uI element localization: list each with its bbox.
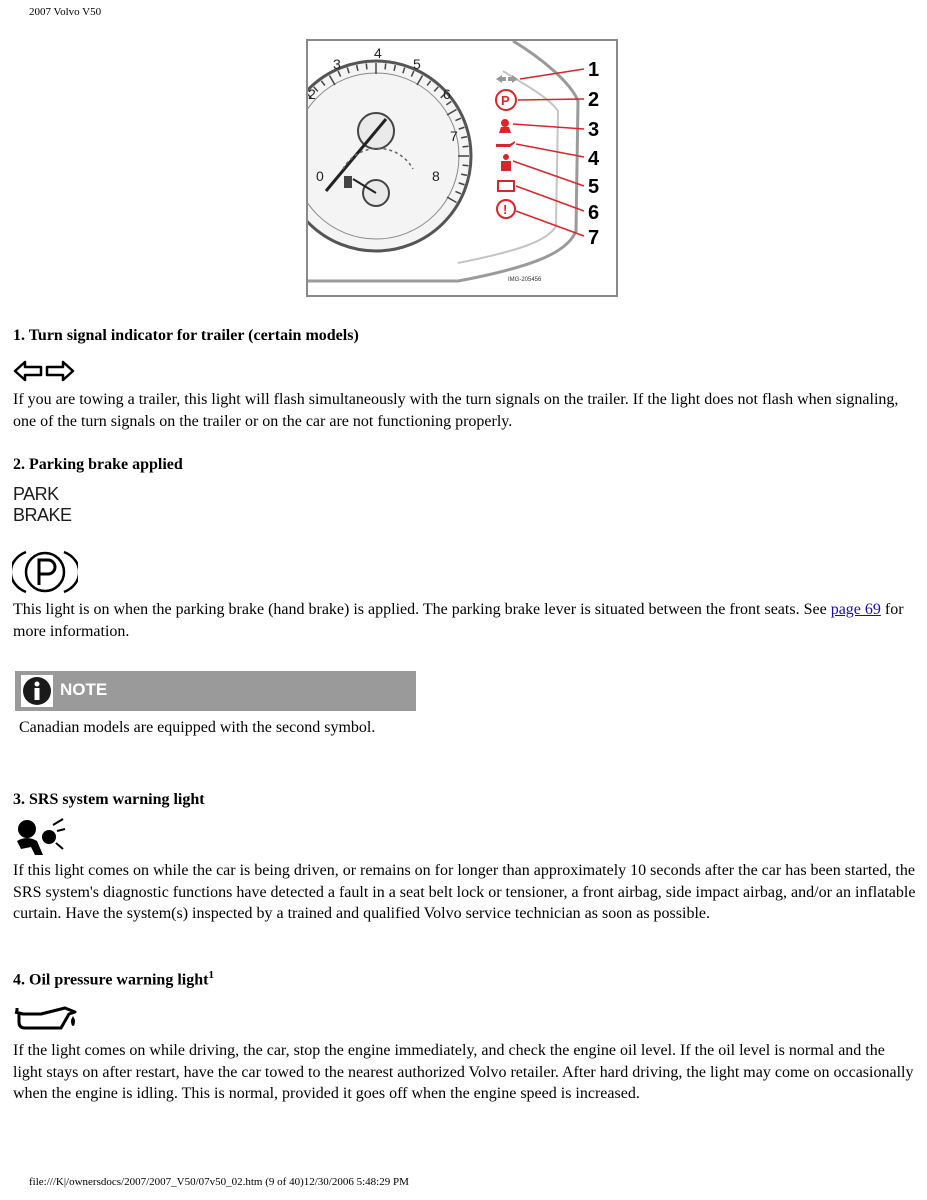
- battery-icon: [498, 181, 514, 191]
- section-4-body: If the light comes on while driving, the car, stop the engine immediately, and check the engine oil level. If the oil level is normal and the light stays on after restart, have the car towed to the nearest authorized Volvo retailer. After hard driving, the light may come on occasionally when the engine is idling. This is normal, provided it goes off when the engine speed is increased.: [13, 1042, 914, 1102]
- callout-7: 7: [588, 227, 600, 249]
- gauge-tick-4: 4: [374, 45, 382, 61]
- callout-4: 4: [588, 148, 600, 170]
- page-header: 2007 Volvo V50: [29, 6, 102, 18]
- brake-warning-icon: [497, 200, 515, 218]
- oil-pressure-icon: [496, 141, 515, 147]
- gauge-tick-mark: [366, 64, 367, 70]
- srs-icon: [499, 119, 511, 133]
- gauge-tick-mark: [463, 146, 469, 147]
- park-text: PARK: [13, 484, 59, 504]
- section-2-heading: 2. Parking brake applied: [13, 456, 183, 473]
- gauge-tick-7: 7: [450, 128, 458, 144]
- oil-pressure-symbol-icon: [13, 1004, 77, 1032]
- section-2-body-text: This light is on when the parking brake (hand brake) is applied. The parking brake lever is situated between the front seats. See: [13, 601, 831, 618]
- instrument-cluster-illustration: [308, 41, 616, 295]
- parking-brake-icon: [496, 90, 516, 110]
- gauge-tick-6: 6: [443, 86, 451, 102]
- callout-2: 2: [588, 89, 600, 111]
- section-3-heading: 3. SRS system warning light: [13, 791, 205, 808]
- footnote-marker: 1: [208, 969, 214, 981]
- callout-3: 3: [588, 119, 600, 141]
- callout-5: 5: [588, 176, 600, 198]
- note-text: Canadian models are equipped with the second symbol.: [19, 719, 376, 736]
- gauge-tick-0: 0: [316, 168, 324, 184]
- svg-text:P: P: [501, 93, 510, 108]
- image-code: IMG-205456: [508, 277, 542, 283]
- section-1-body: If you are towing a trailer, this light will flash simultaneously with the turn signals on the trailer. If the light does not flash when signaling, one of the turn signals on the trailer or on the car are not functioning properly.: [13, 391, 899, 430]
- trailer-turn-signal-symbol-icon: [13, 359, 75, 383]
- section-2-body: [13, 599, 918, 642]
- callout-6: 6: [588, 202, 600, 224]
- gauge-tick-3: 3: [333, 56, 341, 72]
- section-2-body-tail: for more information.: [13, 601, 904, 640]
- gauge-tick-mark: [385, 64, 386, 70]
- brake-text: BRAKE: [13, 505, 72, 525]
- gauge-tick-2: 2: [308, 86, 316, 102]
- section-3-body: If this light comes on while the car is being driven, or remains on for longer than approximately 10 seconds after the car has been started, the SRS system's diagnostic functions have detected a fault in a seat belt lock or tensioner, a front airbag, side impact airbag, and/or an inflatable curtain. Have the system(s) inspected by a trained and qualified Volvo service technician as soon as possible.: [13, 862, 916, 922]
- instrument-cluster-figure: [306, 39, 618, 297]
- page-69-link[interactable]: page 69: [830, 601, 881, 618]
- page-footer: file:///K|/ownersdocs/2007/2007_V50/07v50_02.htm (9 of 40)12/30/2006 5:48:29 PM: [29, 1176, 409, 1188]
- srs-airbag-symbol-icon: [13, 817, 67, 857]
- gauge-tick-8: 8: [432, 168, 440, 184]
- section-1-heading: 1. Turn signal indicator for trailer (certain models): [13, 327, 359, 344]
- parking-brake-symbol-icon: [12, 545, 78, 599]
- note-label: NOTE: [60, 680, 108, 699]
- callout-1: 1: [588, 59, 600, 81]
- trailer-turn-signal-icon: [496, 75, 518, 83]
- svg-text:!: !: [503, 202, 508, 217]
- section-4-heading: [13, 969, 214, 989]
- seat-belt-icon: [501, 154, 511, 171]
- gauge-tick-5: 5: [413, 56, 421, 72]
- section-4-heading-text: 4. Oil pressure warning light: [13, 971, 209, 989]
- park-brake-symbol-text: [13, 484, 72, 526]
- info-icon: [20, 674, 54, 708]
- gauge-tick-mark: [463, 165, 469, 166]
